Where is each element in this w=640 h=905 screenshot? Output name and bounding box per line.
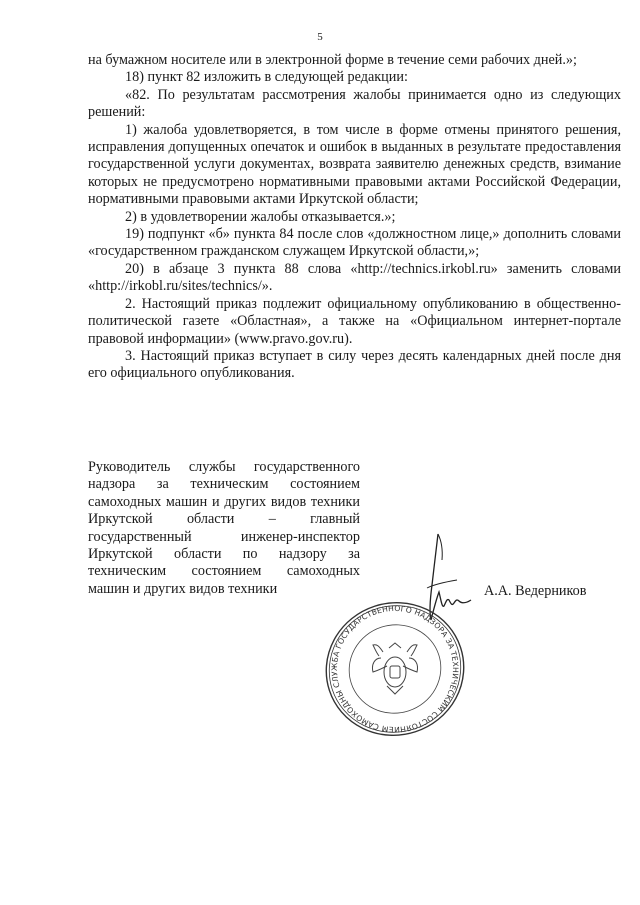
coat-of-arms-icon <box>372 643 417 694</box>
paragraph-item-20: 20) в абзаце 3 пункта 88 слова «http://technics.irkobl.ru» заменить словами «http://irkobl.ru/sites/technics/». <box>88 260 621 295</box>
official-seal <box>323 600 467 738</box>
paragraph-item-19: 19) подпункт «б» пункта 84 после слов «должностном лице,» дополнить словами «государственном гражданском служащем Иркутской области,»; <box>88 226 621 260</box>
signer-name: А.А. Ведерников <box>484 583 587 599</box>
paragraph-decision-2: 2) в удовлетворении жалобы отказывается.»; <box>125 208 396 225</box>
paragraph-effective-date: 3. Настоящий приказ вступает в силу через десять календарных дней после дня его официального опубликования. <box>88 347 621 382</box>
paragraph-continuation: на бумажном носителе или в электронной форме в течение семи рабочих дней.»; <box>88 52 577 68</box>
document-body <box>88 52 621 383</box>
paragraph-decision-1: 1) жалоба удовлетворяется, в том числе в форме отмены принятого решения, исправления допущенных опечаток и ошибок в выданных в результате предоставления государственной услуги документах, возврата заявителю денежных средств, взимание которых не предусмотрено нормативными правовыми актами Российской Федерации, нормативными правовыми актами Иркутской области; <box>88 121 621 208</box>
seal-text: СЛУЖБА ГОСУДАРСТВЕННОГО НАДЗОРА ЗА ТЕХНИЧЕСКИМ СОСТОЯНИЕМ САМОХОДНЫХ <box>329 603 461 735</box>
paragraph-item-18: 18) пункт 82 изложить в следующей редакции: <box>125 69 408 86</box>
page-number: 5 <box>317 31 323 43</box>
paragraph-clause-82: «82. По результатам рассмотрения жалобы принимается одно из следующих решений: <box>88 86 621 121</box>
signatory-position: Руководитель службы государственного надзора за техническим состоянием самоходных машин и других видов техники Иркутской области – главный государственный инженер-инспектор Иркутской области по надзору за техническим состоянием самоходных машин и других видов техники <box>88 459 360 597</box>
paragraph-publication: 2. Настоящий приказ подлежит официальному опубликованию в общественно-политической газете «Областная», а также на «Официальном интернет-портале правовой информации» (www.pravo.gov.ru). <box>88 295 621 347</box>
